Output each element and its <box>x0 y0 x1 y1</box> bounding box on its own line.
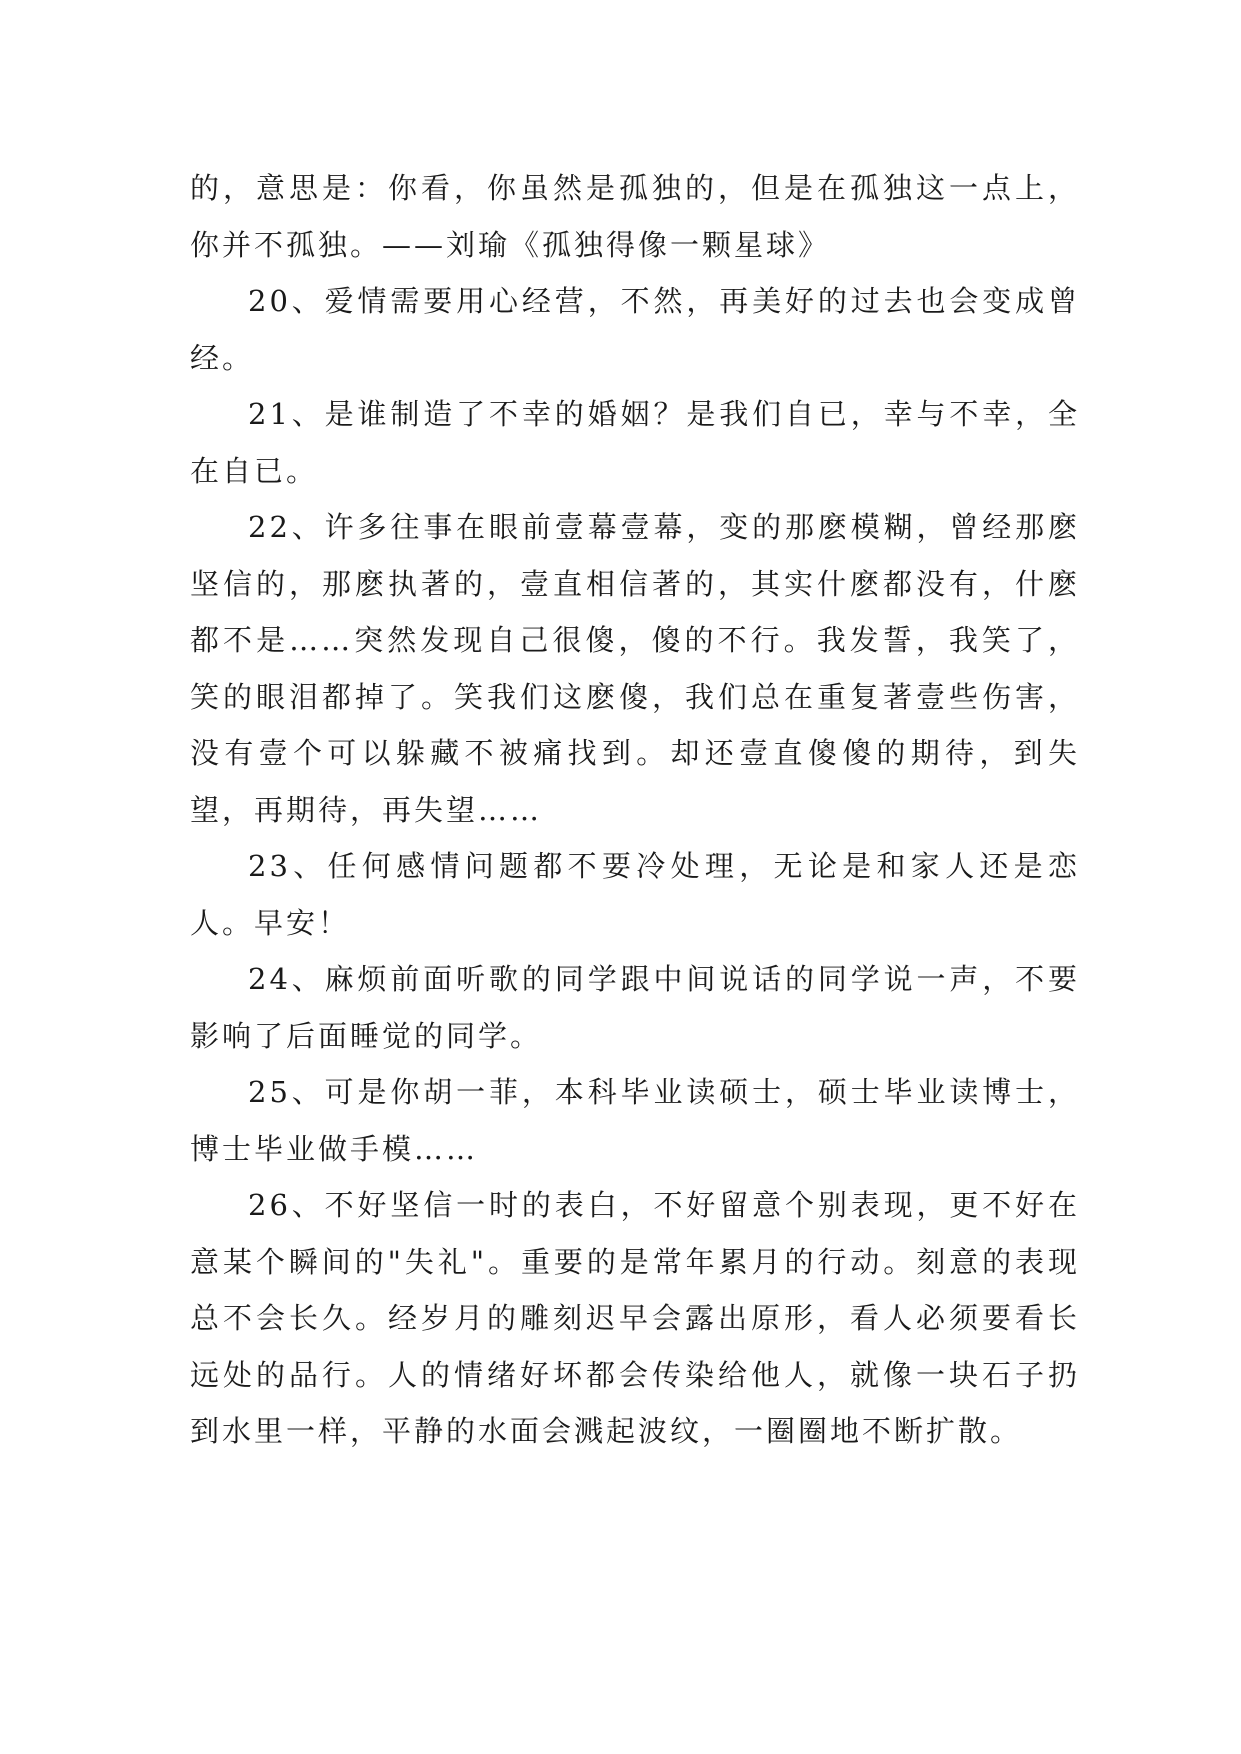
paragraph-21: 21、是谁制造了不幸的婚姻？是我们自已，幸与不幸，全在自已。 <box>190 397 1080 488</box>
paragraph-24: 24、麻烦前面听歌的同学跟中间说话的同学说一声，不要影响了后面睡觉的同学。 <box>190 962 1080 1053</box>
paragraph-20: 20、爱情需要用心经营，不然，再美好的过去也会变成曾经。 <box>190 284 1080 375</box>
paragraph-23: 23、任何感情问题都不要冷处理，无论是和家人还是恋人。早安！ <box>190 849 1080 940</box>
document-body <box>190 160 1080 1460</box>
paragraph-22: 22、许多往事在眼前壹幕壹幕，变的那麽模糊，曾经那麽坚信的，那麽执著的，壹直相信著的，其实什麽都没有，什麽都不是……突然发现自己很傻，傻的不行。我发誓，我笑了，笑的眼泪都掉了。笑我们这麽傻，我们总在重复著壹些伤害，没有壹个可以躲藏不被痛找到。却还壹直傻傻的期待，到失望，再期待，再失望…… <box>190 510 1080 827</box>
paragraph-26: 26、不好坚信一时的表白，不好留意个别表现，更不好在意某个瞬间的"失礼"。重要的是常年累月的行动。刻意的表现总不会长久。经岁月的雕刻迟早会露出原形，看人必须要看长远处的品行。人的情绪好坏都会传染给他人，就像一块石子扔到水里一样，平静的水面会溅起波纹，一圈圈地不断扩散。 <box>190 1188 1080 1448</box>
paragraph-19-continuation: 的，意思是：你看，你虽然是孤独的，但是在孤独这一点上，你并不孤独。——刘瑜《孤独得像一颗星球》 <box>190 171 1080 262</box>
paragraph-25: 25、可是你胡一菲，本科毕业读硕士，硕士毕业读博士，博士毕业做手模…… <box>190 1075 1080 1166</box>
